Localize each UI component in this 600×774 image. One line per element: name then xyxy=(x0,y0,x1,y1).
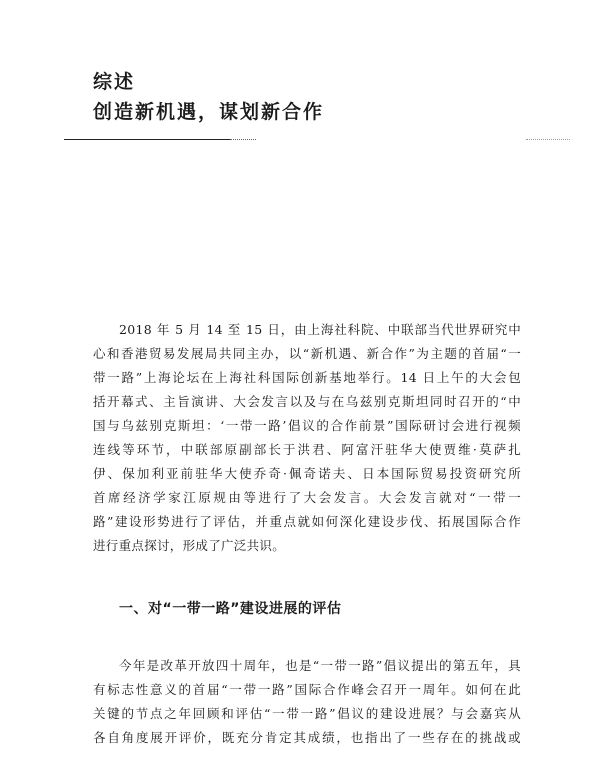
paragraph-line: 心和香港贸易发展局共同主办，以“新机遇、新合作”为主题的首届“一 xyxy=(93,346,521,361)
paragraph-line: 伊、保加利亚前驻华大使乔奇·佩奇诺夫、日本国际贸易投资研究所 xyxy=(93,466,521,481)
paragraph-line: 有标志性意义的首届“一带一路”国际合作峰会召开一周年。如何在此 xyxy=(93,682,521,697)
header-rule xyxy=(64,139,230,140)
section-heading: 一、对“一带一路”建设进展的评估 xyxy=(119,601,342,617)
paragraph-line: 关键的节点之年回顾和评估“一带一路”倡议的建设进展？与会嘉宾从 xyxy=(93,706,521,721)
chapter-label: 综述 xyxy=(93,71,136,93)
paragraph-line: 括开幕式、主旨演讲、大会发言以及与在乌兹别克斯坦同时召开的“中 xyxy=(93,394,521,409)
paragraph-intro xyxy=(93,318,521,558)
paragraph-line: 国与乌兹别克斯坦：‘一带一路’倡议的合作前景”国际研讨会进行视频 xyxy=(93,418,521,433)
paragraph-line: 进行重点探讨，形成了广泛共识。 xyxy=(93,538,286,553)
paragraph-line: 首席经济学家江原规由等进行了大会发言。大会发言就对“一带一 xyxy=(93,490,521,505)
header-rule-dotted-right xyxy=(526,139,570,140)
paragraph-line: 各自角度展开评价，既充分肯定其成绩，也指出了一些存在的挑战或 xyxy=(93,730,521,745)
paragraph-line: 连线等环节，中联部原副部长于洪君、阿富汗驻华大使贾维·莫萨扎 xyxy=(93,442,521,457)
paragraph-line: 带一路”上海论坛在上海社科国际创新基地举行。14 日上午的大会包 xyxy=(93,370,521,385)
paragraph-line: 2018 年 5 月 14 至 15 日，由上海社科院、中联部当代世界研究中 xyxy=(119,322,521,337)
paragraph-line: 路”建设形势进行了评估，并重点就如何深化建设步伐、拓展国际合作 xyxy=(93,514,521,529)
paragraph-assessment xyxy=(93,654,521,750)
paragraph-line: 今年是改革开放四十周年，也是“一带一路”倡议提出的第五年，具 xyxy=(119,658,521,673)
header-rule-dotted xyxy=(230,139,256,140)
chapter-title: 创造新机遇，谋划新合作 xyxy=(93,101,325,123)
